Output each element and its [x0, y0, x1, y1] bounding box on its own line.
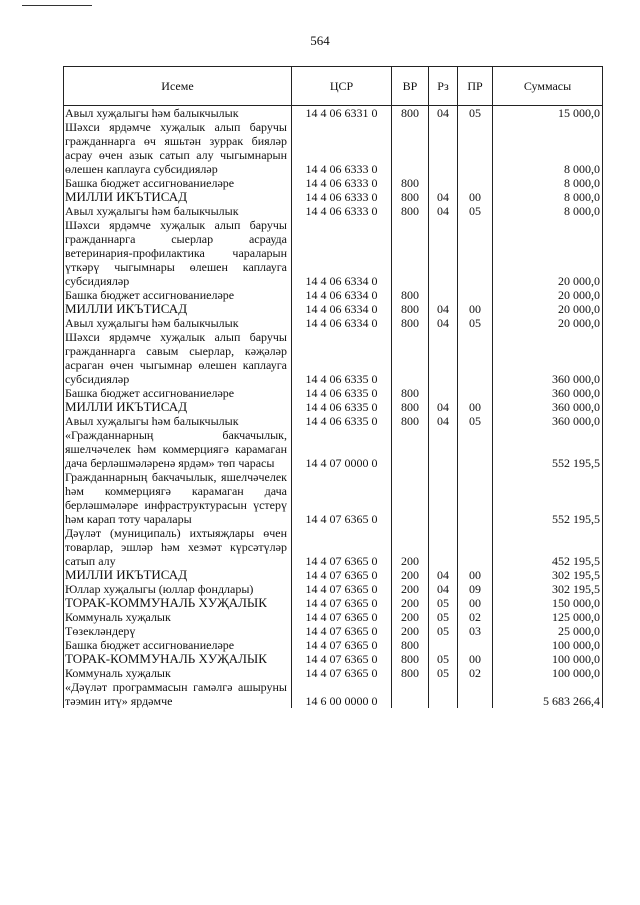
row-name: Дәүләт (муниципаль) ихтыяҗлары өчен товарлар, эшләр һәм хезмәт күрсәтүләр сатып алу	[64, 526, 292, 568]
row-rz	[429, 218, 458, 288]
row-pr: 05	[458, 106, 493, 121]
row-pr: 05	[458, 204, 493, 218]
row-rz	[429, 428, 458, 470]
row-pr	[458, 176, 493, 190]
row-rz: 05	[429, 666, 458, 680]
row-vr: 800	[392, 204, 429, 218]
row-csr: 14 4 06 6335 0	[292, 386, 392, 400]
row-pr: 02	[458, 666, 493, 680]
row-name: МИЛЛИ ИКЪТИСАД	[64, 302, 292, 316]
row-vr: 200	[392, 526, 429, 568]
row-name: МИЛЛИ ИКЪТИСАД	[64, 190, 292, 204]
row-csr: 14 4 07 6365 0	[292, 638, 392, 652]
row-vr	[392, 470, 429, 526]
row-name: Юллар хуҗалыгы (юллар фондлары)	[64, 582, 292, 596]
row-sum: 360 000,0	[493, 330, 603, 386]
row-pr: 09	[458, 582, 493, 596]
row-csr: 14 4 06 6335 0	[292, 330, 392, 386]
row-rz	[429, 330, 458, 386]
row-sum: 360 000,0	[493, 414, 603, 428]
row-rz: 05	[429, 624, 458, 638]
row-csr: 14 4 06 6334 0	[292, 316, 392, 330]
row-vr: 800	[392, 638, 429, 652]
row-sum: 360 000,0	[493, 386, 603, 400]
row-pr: 00	[458, 190, 493, 204]
row-csr: 14 4 07 6365 0	[292, 470, 392, 526]
row-sum: 20 000,0	[493, 302, 603, 316]
table-row	[64, 624, 603, 638]
table-row	[64, 666, 603, 680]
row-sum: 25 000,0	[493, 624, 603, 638]
header-sum: Суммасы	[493, 67, 603, 106]
table-header	[64, 67, 603, 106]
row-rz: 04	[429, 582, 458, 596]
row-sum: 125 000,0	[493, 610, 603, 624]
row-name: ТОРАК-КОММУНАЛЬ ХУҖАЛЫК	[64, 596, 292, 610]
row-rz	[429, 386, 458, 400]
row-pr	[458, 218, 493, 288]
row-pr: 05	[458, 316, 493, 330]
row-rz: 05	[429, 652, 458, 666]
row-vr: 800	[392, 106, 429, 121]
row-csr: 14 4 07 0000 0	[292, 428, 392, 470]
row-name: Шәхси ярдәмче хуҗалык алып баручы гражданнарга өч яшьтән зуррак бияләр асрау өчен азык сатып алу чыгымнарын өлешен каплауга субсидияләр	[64, 120, 292, 176]
row-name: Авыл хуҗалыгы һәм балыкчылык	[64, 106, 292, 121]
row-vr: 200	[392, 596, 429, 610]
row-rz	[429, 638, 458, 652]
table-row	[64, 470, 603, 526]
row-name: Башка бюджет ассигнованиеләре	[64, 638, 292, 652]
row-rz: 04	[429, 316, 458, 330]
table-row	[64, 526, 603, 568]
row-rz	[429, 120, 458, 176]
row-csr: 14 4 07 6365 0	[292, 582, 392, 596]
table-row	[64, 568, 603, 582]
row-vr	[392, 680, 429, 708]
row-csr: 14 4 07 6365 0	[292, 610, 392, 624]
row-vr: 800	[392, 666, 429, 680]
row-csr: 14 6 00 0000 0	[292, 680, 392, 708]
row-pr	[458, 638, 493, 652]
row-csr: 14 4 06 6331 0	[292, 106, 392, 121]
table-row	[64, 680, 603, 708]
row-pr: 02	[458, 610, 493, 624]
row-csr: 14 4 07 6365 0	[292, 652, 392, 666]
row-pr	[458, 470, 493, 526]
row-pr: 00	[458, 400, 493, 414]
row-pr	[458, 428, 493, 470]
row-sum: 8 000,0	[493, 120, 603, 176]
row-pr	[458, 386, 493, 400]
row-vr: 800	[392, 302, 429, 316]
row-name: МИЛЛИ ИКЪТИСАД	[64, 400, 292, 414]
row-rz	[429, 680, 458, 708]
row-rz	[429, 470, 458, 526]
row-rz: 04	[429, 414, 458, 428]
header-csr: ЦСР	[292, 67, 392, 106]
table-row	[64, 386, 603, 400]
row-sum: 360 000,0	[493, 400, 603, 414]
table-row	[64, 330, 603, 386]
row-name: Авыл хуҗалыгы һәм балыкчылык	[64, 316, 292, 330]
row-pr: 00	[458, 302, 493, 316]
row-csr: 14 4 06 6335 0	[292, 400, 392, 414]
row-sum: 15 000,0	[493, 106, 603, 121]
row-name: «Дәүләт программасын гамәлгә ашыруны тәэмин итү» ярдәмче	[64, 680, 292, 708]
row-sum: 150 000,0	[493, 596, 603, 610]
row-sum: 552 195,5	[493, 428, 603, 470]
row-vr: 800	[392, 288, 429, 302]
row-sum: 20 000,0	[493, 316, 603, 330]
row-vr: 200	[392, 568, 429, 582]
row-name: Коммуналь хуҗалык	[64, 610, 292, 624]
row-pr	[458, 330, 493, 386]
row-vr: 200	[392, 624, 429, 638]
table-row	[64, 638, 603, 652]
row-rz	[429, 288, 458, 302]
row-vr	[392, 428, 429, 470]
budget-table	[63, 66, 603, 708]
row-pr: 05	[458, 414, 493, 428]
table-row	[64, 190, 603, 204]
row-rz: 04	[429, 190, 458, 204]
row-pr: 00	[458, 596, 493, 610]
table-row	[64, 652, 603, 666]
row-sum: 100 000,0	[493, 666, 603, 680]
row-pr	[458, 526, 493, 568]
table-body	[64, 106, 603, 709]
table-row	[64, 302, 603, 316]
row-vr: 800	[392, 176, 429, 190]
row-sum: 20 000,0	[493, 288, 603, 302]
row-name: Башка бюджет ассигнованиеләре	[64, 176, 292, 190]
table-row	[64, 218, 603, 288]
table-row	[64, 400, 603, 414]
row-sum: 20 000,0	[493, 218, 603, 288]
table-row	[64, 582, 603, 596]
row-sum: 100 000,0	[493, 652, 603, 666]
row-csr: 14 4 06 6333 0	[292, 176, 392, 190]
row-vr: 800	[392, 316, 429, 330]
header-vr: ВР	[392, 67, 429, 106]
row-vr: 200	[392, 582, 429, 596]
row-rz: 04	[429, 106, 458, 121]
row-name: Коммуналь хуҗалык	[64, 666, 292, 680]
row-rz	[429, 176, 458, 190]
row-name: ТОРАК-КОММУНАЛЬ ХУҖАЛЫК	[64, 652, 292, 666]
row-vr: 800	[392, 414, 429, 428]
row-vr: 800	[392, 386, 429, 400]
table-row	[64, 204, 603, 218]
row-csr: 14 4 07 6365 0	[292, 526, 392, 568]
row-name: Башка бюджет ассигнованиеләре	[64, 288, 292, 302]
row-name: Төзекләндерү	[64, 624, 292, 638]
row-name: МИЛЛИ ИКЪТИСАД	[64, 568, 292, 582]
row-name: Авыл хуҗалыгы һәм балыкчылык	[64, 414, 292, 428]
row-sum: 5 683 266,4	[493, 680, 603, 708]
row-sum: 100 000,0	[493, 638, 603, 652]
row-name: Шәхси ярдәмче хуҗалык алып баручы гражданнарга савым сыерлар, кәҗәләр асраган өчен чыгымнар өлешен каплауга субсидияләр	[64, 330, 292, 386]
row-rz: 04	[429, 302, 458, 316]
row-pr	[458, 120, 493, 176]
table-row	[64, 596, 603, 610]
table-row	[64, 106, 603, 121]
table-row	[64, 288, 603, 302]
row-name: Башка бюджет ассигнованиеләре	[64, 386, 292, 400]
row-vr: 800	[392, 400, 429, 414]
table-row	[64, 176, 603, 190]
row-csr: 14 4 06 6334 0	[292, 218, 392, 288]
row-name: Гражданнарның бакчачылык, яшелчәчелек һәм коммерциягә карамаган дача берләшмәләре инфраструктурасын үстерү һәм карап тоту чаралары	[64, 470, 292, 526]
row-vr	[392, 218, 429, 288]
row-vr	[392, 120, 429, 176]
row-rz: 04	[429, 568, 458, 582]
row-pr: 00	[458, 568, 493, 582]
row-csr: 14 4 07 6365 0	[292, 666, 392, 680]
row-pr: 00	[458, 652, 493, 666]
page-number: 564	[310, 33, 330, 48]
row-csr: 14 4 07 6365 0	[292, 596, 392, 610]
row-csr: 14 4 06 6333 0	[292, 120, 392, 176]
table-row	[64, 610, 603, 624]
table-row	[64, 428, 603, 470]
row-pr	[458, 680, 493, 708]
row-csr: 14 4 07 6365 0	[292, 568, 392, 582]
table-row	[64, 316, 603, 330]
row-csr: 14 4 07 6365 0	[292, 624, 392, 638]
row-sum: 552 195,5	[493, 470, 603, 526]
row-csr: 14 4 06 6334 0	[292, 288, 392, 302]
row-csr: 14 4 06 6333 0	[292, 204, 392, 218]
row-pr	[458, 288, 493, 302]
table-row	[64, 414, 603, 428]
row-rz: 05	[429, 596, 458, 610]
row-name: Авыл хуҗалыгы һәм балыкчылык	[64, 204, 292, 218]
row-vr: 800	[392, 652, 429, 666]
row-vr	[392, 330, 429, 386]
row-vr: 200	[392, 610, 429, 624]
row-name: Шәхси ярдәмче хуҗалык алып баручы гражданнарга сыерлар асрауда ветеринария-профилактика чараларын үткәрү чыгымнары өлешен каплауга субсидияләр	[64, 218, 292, 288]
row-rz: 05	[429, 610, 458, 624]
row-csr: 14 4 06 6333 0	[292, 190, 392, 204]
row-rz: 04	[429, 204, 458, 218]
row-csr: 14 4 06 6335 0	[292, 414, 392, 428]
row-rz: 04	[429, 400, 458, 414]
row-sum: 8 000,0	[493, 190, 603, 204]
top-rule	[22, 5, 92, 6]
header-name: Исеме	[64, 67, 292, 106]
row-pr: 03	[458, 624, 493, 638]
header-pr: ПР	[458, 67, 493, 106]
row-vr: 800	[392, 190, 429, 204]
row-name: «Гражданнарның бакчачылык, яшелчәчелек һәм коммерциягә карамаган дача берләшмәләренә ярдәм» төп чарасы	[64, 428, 292, 470]
row-rz	[429, 526, 458, 568]
row-sum: 8 000,0	[493, 176, 603, 190]
row-sum: 452 195,5	[493, 526, 603, 568]
row-csr: 14 4 06 6334 0	[292, 302, 392, 316]
row-sum: 302 195,5	[493, 582, 603, 596]
header-rz: Рз	[429, 67, 458, 106]
row-sum: 302 195,5	[493, 568, 603, 582]
table-row	[64, 120, 603, 176]
row-sum: 8 000,0	[493, 204, 603, 218]
